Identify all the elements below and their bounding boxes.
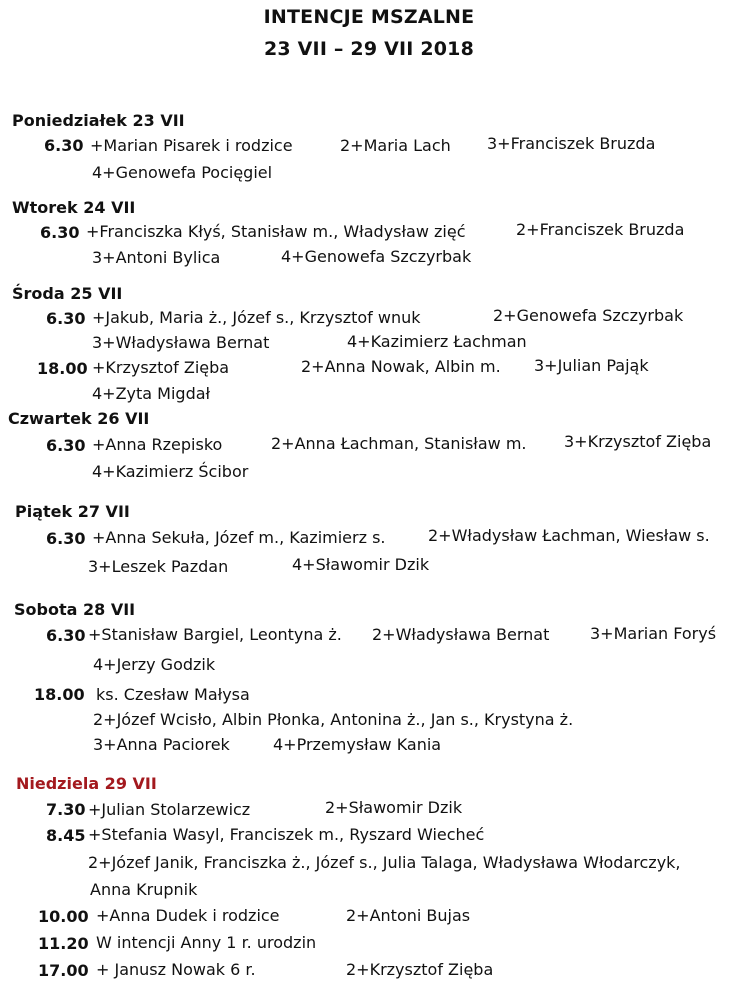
intention: 2+Krzysztof Zięba — [346, 960, 494, 979]
intention: 3+Anna Paciorek — [93, 735, 230, 754]
intention: Anna Krupnik — [90, 880, 198, 899]
mass-time: 6.30 — [46, 309, 86, 328]
date-range: 23 VII – 29 VII 2018 — [263, 38, 475, 60]
intention: W intencji Anny 1 r. urodzin — [96, 933, 317, 952]
intention: 2+Władysława Bernat — [372, 625, 550, 644]
intention: 2+Franciszek Bruzda — [516, 220, 685, 239]
intention: 2+Józef Janik, Franciszka ż., Józef s., Julia Talaga, Władysława Włodarczyk, — [88, 853, 681, 872]
mass-time: 8.45 — [46, 826, 86, 845]
intention: ks. Czesław Małysa — [96, 685, 250, 704]
mass-time: 6.30 — [46, 626, 86, 645]
intention: 4+Kazimierz Ścibor — [92, 462, 249, 481]
intention: +Krzysztof Zięba — [92, 358, 230, 377]
intention: +Jakub, Maria ż., Józef s., Krzysztof wnuk — [92, 308, 421, 327]
mass-time: 10.00 — [38, 907, 89, 926]
mass-time: 18.00 — [34, 685, 85, 704]
intention: 2+Władysław Łachman, Wiesław s. — [428, 526, 710, 545]
intention: +Anna Sekuła, Józef m., Kazimierz s. — [92, 528, 386, 547]
intention: 2+Genowefa Szczyrbak — [493, 306, 684, 325]
intention: 2+Maria Lach — [340, 136, 451, 155]
intention: 3+Julian Pająk — [534, 356, 649, 375]
intention: 3+Krzysztof Zięba — [564, 432, 712, 451]
mass-time: 17.00 — [38, 961, 89, 980]
page-title: INTENCJE MSZALNE — [263, 6, 475, 28]
intention: 4+Zyta Migdał — [92, 384, 211, 403]
intention: +Marian Pisarek i rodzice — [90, 136, 293, 155]
intention: 3+Antoni Bylica — [92, 248, 221, 267]
mass-time: 11.20 — [38, 934, 89, 953]
day-heading: Niedziela 29 VII — [16, 774, 157, 793]
intention: 4+Genowefa Pocięgiel — [92, 163, 273, 182]
intention: 2+Sławomir Dzik — [325, 798, 463, 817]
mass-time: 7.30 — [46, 800, 86, 819]
day-heading: Sobota 28 VII — [14, 600, 136, 619]
day-heading: Wtorek 24 VII — [12, 198, 136, 217]
intention: +Stanisław Bargiel, Leontyna ż. — [88, 625, 342, 644]
intention: 2+Anna Nowak, Albin m. — [301, 357, 501, 376]
intention: +Stefania Wasyl, Franciszek m., Ryszard Wiecheć — [88, 825, 485, 844]
day-heading: Piątek 27 VII — [15, 502, 130, 521]
intention: +Anna Rzepisko — [92, 435, 223, 454]
intention: +Anna Dudek i rodzice — [96, 906, 280, 925]
mass-time: 6.30 — [46, 529, 86, 548]
mass-time: 6.30 — [40, 223, 80, 242]
mass-time: 6.30 — [44, 136, 84, 155]
mass-time: 6.30 — [46, 436, 86, 455]
day-heading: Czwartek 26 VII — [8, 409, 150, 428]
intention: + Janusz Nowak 6 r. — [96, 960, 256, 979]
intention: 2+Anna Łachman, Stanisław m. — [271, 434, 527, 453]
intention: 3+Franciszek Bruzda — [487, 134, 656, 153]
intention: 2+Józef Wcisło, Albin Płonka, Antonina ż., Jan s., Krystyna ż. — [93, 710, 574, 729]
intention: +Franciszka Kłyś, Stanisław m., Władysław zięć — [86, 222, 466, 241]
intention: 4+Jerzy Godzik — [93, 655, 216, 674]
intention: 4+Sławomir Dzik — [292, 555, 430, 574]
intention: +Julian Stolarzewicz — [88, 800, 251, 819]
intention: 3+Władysława Bernat — [92, 333, 270, 352]
intention: 2+Antoni Bujas — [346, 906, 471, 925]
intention: 3+Leszek Pazdan — [88, 557, 229, 576]
mass-time: 18.00 — [37, 359, 88, 378]
day-heading: Środa 25 VII — [12, 284, 123, 303]
intention: 4+Genowefa Szczyrbak — [281, 247, 472, 266]
intention: 4+Kazimierz Łachman — [347, 332, 527, 351]
day-heading: Poniedziałek 23 VII — [12, 111, 185, 130]
intention: 4+Przemysław Kania — [273, 735, 442, 754]
intention: 3+Marian Foryś — [590, 624, 717, 643]
